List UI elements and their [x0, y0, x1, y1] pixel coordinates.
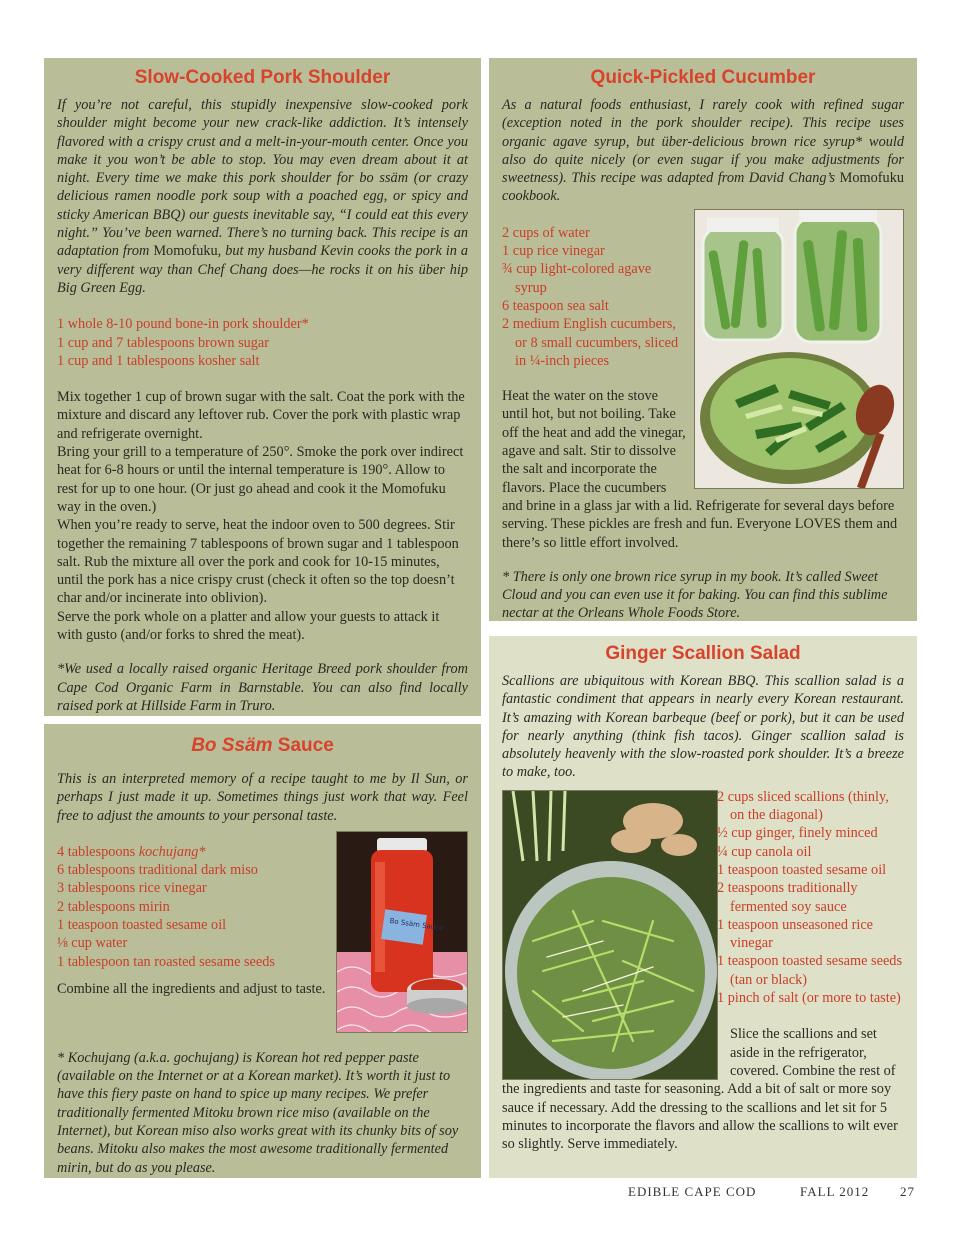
ingredient-item: 2 teaspoons traditionally fermented soy sauce — [717, 880, 858, 915]
pork-recipe-intro — [57, 96, 468, 297]
ingredient-item: 1 cup and 7 tablespoons brown sugar — [57, 334, 270, 351]
step-paragraph: When you’re ready to serve, heat the indoor oven to 500 degrees. Stir together the remaining 7 tablespoons of brown sugar and 1 tablespoon salt. Rub the mixture all over the pork and cook for 10-15 minutes, until the pork has a nice crispy crust (check it often so the top doesn’t char and/or incinerate into oblivion). — [57, 517, 459, 607]
ingredient-item: 1 pinch of salt (or more to taste) — [717, 990, 901, 1007]
ingredient-item: ½ cup ginger, finely minced — [717, 825, 878, 842]
ingredient-item: ¼ cup canola oil — [717, 843, 812, 860]
footer-page-number: 27 — [900, 1184, 915, 1199]
ingredient-item: 1 teaspoon toasted sesame seeds (tan or black) — [717, 953, 903, 988]
step-paragraph: Serve the pork whole on a platter and allow your guests to attack it with gusto (and/or forks to shred the meat). — [57, 608, 440, 644]
ingredient-item: 1 cup rice vinegar — [502, 243, 605, 260]
cucumber-intro-text: As a natural foods enthusiast, I rarely cook with refined sugar (exception noted in the pork shoulder recipe). This recipe uses organic agave syrup, but über-delicious brown rice syrup* would also do quite nicely (or even sugar if you make adjustments for sweetness). This recipe was adapted from David Chang’s — [502, 97, 904, 187]
pickled-cucumber-photo — [694, 209, 904, 489]
ingredient-item: ¾ cup light-colored agave syrup — [502, 261, 652, 296]
pork-intro-tail: , but my husband Kevin cooks the pork in a very different way than Chef Chang does—he rocks it on his über hip Big Green Egg. — [57, 243, 468, 296]
ingredient-item: 1 tablespoon tan roasted sesame seeds — [57, 953, 275, 970]
ingredient-item: 2 medium English cucumbers, or 8 small cucumbers, sliced in ¼-inch pieces — [502, 316, 679, 369]
ingredient-item: 6 tablespoons traditional dark miso — [57, 862, 258, 879]
pork-ingredient-list — [57, 315, 468, 370]
cucumber-steps: Heat the water on the stove until hot, but not boiling. Take off the heat and add the vinegar, agave and salt. Stir to dissolve the salt and incorporate the flavors. Place the cucumbers and brine in a glass jar with a lid. Refrigerate for several days before serving. These pickles are fresh and fun. Everyone LOVES them and there’s so little effort involved. — [502, 388, 898, 551]
ingredient-item: 1 teaspoon unseasoned rice vinegar — [717, 916, 874, 952]
cucumber-recipe-intro — [502, 96, 904, 206]
sauce-recipe-intro: This is an interpreted memory of a recipe taught to me by Il Sun, or perhaps I just made it up. Sometimes things just work that way. Feel free to adjust the amounts to your personal taste. — [57, 771, 468, 824]
ingredient-item: 3 tablespoons rice vinegar — [57, 880, 207, 897]
jar-label: Bo Ssäm Sauce — [389, 916, 444, 933]
ingredient-item: 1 whole 8-10 pound bone-in pork shoulder* — [57, 316, 309, 333]
pork-steps — [57, 388, 468, 644]
sauce-jar-photo — [336, 831, 468, 1033]
sauce-recipe-title — [57, 734, 468, 758]
salad-recipe-title: Ginger Scallion Salad — [605, 643, 801, 664]
scallion-salad-photo — [502, 790, 718, 1080]
cucumber-recipe-title: Quick-Pickled Cucumber — [590, 67, 816, 88]
cucumber-intro-tail: cookbook. — [502, 188, 561, 205]
ingredient-item: 6 teaspoon sea salt — [502, 297, 609, 314]
footer-issue: FALL 2012 — [800, 1184, 870, 1199]
ingredient-item: 2 cups of water — [502, 224, 590, 241]
salad-recipe-intro: Scallions are ubiquitous with Korean BBQ. This scallion salad is a fantastic condiment that appears in nearly every Korean restaurant. It’s amazing with Korean barbeque (beef or pork), but it can be used for nearly anything (think fish tacos). Ginger scallion salad is absolutely heavenly with the slow-roasted pork shoulder. It’s a breeze to make, too. — [502, 673, 904, 781]
ingredient-item: 1 teaspoon toasted sesame oil — [717, 861, 887, 878]
ingredient-item: 1 teaspoon toasted sesame oil — [57, 917, 227, 934]
footer-magazine-name: EDIBLE CAPE COD — [628, 1184, 757, 1199]
pork-recipe-panel — [44, 58, 481, 716]
cucumber-recipe-panel — [489, 58, 917, 621]
salad-recipe-panel — [489, 636, 917, 1178]
step-paragraph: Mix together 1 cup of brown sugar with the salt. Coat the pork with the mixture and discard any leftover rub. Cover the pork with plastic wrap and refrigerate overnight. — [57, 389, 465, 442]
sauce-footnote: * Kochujang (a.k.a. gochujang) is Korean hot red pepper paste (available on the Internet or at a Korean market). It’s worth it just to have this fiery paste on hand to spice up many recipes. We prefer traditionally fermented Mitoku brown rice miso (available on the Internet), but Korean miso also works great with its chunky bits of soy beans. Mitoku also makes the most awesome traditionally fermented mirin, but do as you please. — [57, 1049, 459, 1176]
cucumber-footnote: * There is only one brown rice syrup in my book. It’s called Sweet Cloud and you can even use it for baking. You can find this sublime nectar at the Orleans Whole Foods Store. — [502, 568, 888, 621]
ingredient-item: 1 cup and 1 tablespoons kosher salt — [57, 352, 260, 369]
ingredient-prefix: 4 tablespoons — [57, 843, 139, 860]
sauce-recipe-panel — [44, 724, 481, 1178]
step-paragraph: Bring your grill to a temperature of 250°. Smoke the pork over indirect heat for 6-8 hours or until the internal temperature is 190°. Allow to rest for up to one hour. (Or just go ahead and cook it the Momofuku way in the oven.) — [57, 444, 464, 515]
ingredient-item: 2 tablespoons mirin — [57, 898, 170, 915]
pork-recipe-title: Slow-Cooked Pork Shoulder — [134, 67, 391, 88]
pork-intro-text: If you’re not careful, this stupidly inexpensive slow-cooked pork shoulder might become your new crack-like addiction. It’s intensely flavored with a crispy crust and a melt-in-your-mouth center. Once you make it you won’t be able to stop. You may even dream about it at night. Every time we make this pork shoulder for bo ssäm (or crazy delicious ramen noodle pork soup with a poached egg, or spicy and sticky American BBQ) our guests inevitable say, “I could eat this every night.” You’ve been warned. There’s no turning back. This recipe is an adaptation from — [57, 97, 468, 260]
sauce-steps: Combine all the ingredients and adjust to taste. — [57, 980, 326, 997]
pork-footnote: *We used a locally raised organic Heritage Breed pork shoulder from Cape Cod Organic Farm in Barnstable. You can also find locally raised pork at Hillside Farm in Truro. — [57, 661, 468, 714]
sauce-title-rest: Sauce — [272, 735, 334, 756]
ingredient-item: ⅛ cup water — [57, 935, 128, 952]
cucumber-intro-book: Momofuku — [839, 170, 904, 187]
ingredient-item: 2 cups sliced scallions (thinly, on the diagonal) — [717, 788, 889, 824]
ingredient-italic: kochujang* — [138, 843, 206, 860]
salad-steps: Slice the scallions and set aside in the refrigerator, covered. Combine the rest of the ingredients and taste for seasoning. Add a bit of salt or more soy sauce if necessary. Add the dressing to the scallions and let sit for 5 minutes to incorporate the flavors and allow the scallions to wilt ever so slightly. Serve immediately. — [502, 1026, 898, 1153]
pork-intro-book: Momofuku — [153, 243, 218, 260]
sauce-title-italic: Bo Ssäm — [191, 735, 273, 756]
